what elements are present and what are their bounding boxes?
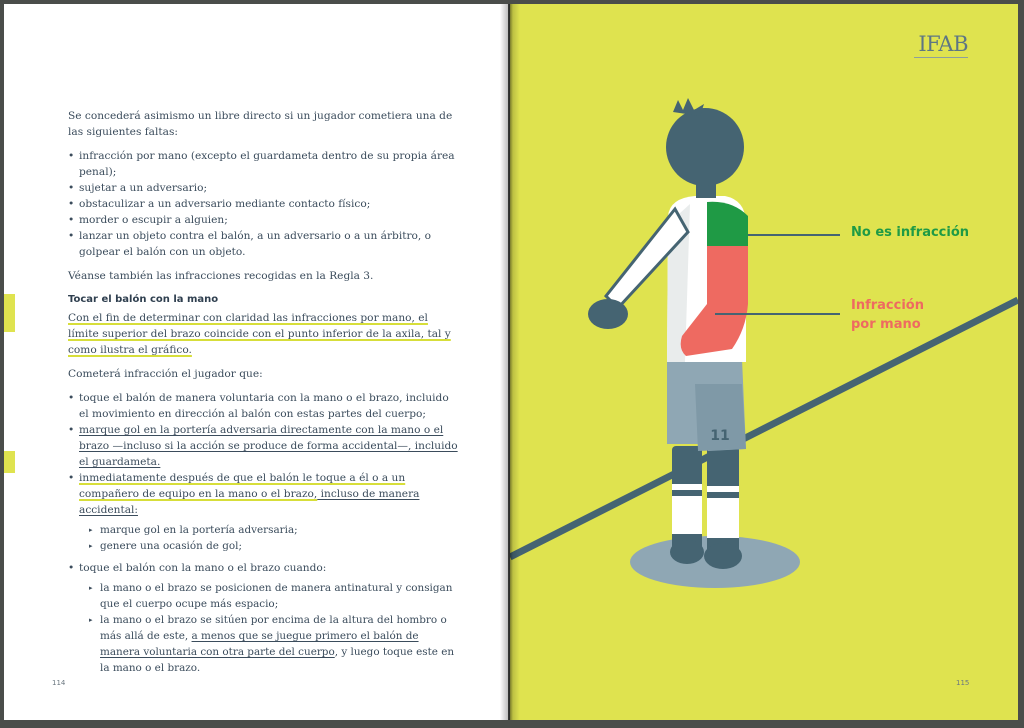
label-offence-line2: por mano (851, 317, 921, 332)
page-number-left: 114 (52, 679, 66, 687)
highlighted-text: Con el fin de determinar con claridad las infracciones por mano, el límite superior del brazo coincide con el punto inferior de la axila, tal y como ilustra el gráfico. (68, 312, 451, 356)
ifab-logo: IFAB (918, 32, 968, 56)
label-no-offence: No es infracción (851, 225, 970, 240)
highlighted-text: inmediatamente después de que el balón le toque a él o a un compañero de equipo en la mano o el brazo, (79, 472, 406, 500)
offence-item (68, 422, 458, 470)
label-offence (851, 296, 924, 334)
left-page (4, 4, 508, 720)
pitch-line (510, 300, 1018, 557)
underlined-text: incluso de manera accidental: (79, 488, 420, 516)
sub-list (89, 522, 458, 554)
handball-illustration (510, 4, 1018, 720)
sub-item: ▸ marque gol en la portería adversaria; (89, 522, 458, 538)
highlight-margin-marker (4, 294, 15, 332)
offence-intro: Cometerá infracción el jugador que: (68, 368, 263, 380)
foul-item: • infracción por mano (excepto el guardameta dentro de su propia área penal); (68, 148, 458, 180)
offence-item-text: toque el balón con la mano o el brazo cuando: (79, 562, 327, 574)
foul-item: • obstaculizar a un adversario mediante contacto físico; (68, 196, 458, 212)
sock-stripe (707, 492, 739, 498)
sub-item-text: , y luego toque este en la mano o el brazo. (100, 646, 455, 674)
foul-item: • morder o escupir a alguien; (68, 212, 458, 228)
right-page (510, 4, 1018, 720)
sock-stripe (672, 490, 702, 496)
head (666, 108, 744, 186)
left-boot (670, 540, 704, 564)
see-also-paragraph: Véanse también las infracciones recogidas en la Regla 3. (68, 270, 374, 282)
hair (673, 98, 704, 116)
highlight-margin-marker (4, 451, 15, 473)
right-boot (704, 543, 742, 569)
offence-item (68, 470, 458, 554)
sub-item-text: la mano o el brazo se sitúen por encima de la altura del hombro o más allá de este, (100, 614, 447, 642)
jersey-number: 11 (710, 428, 730, 444)
offence-item (68, 560, 458, 676)
sub-list (89, 580, 458, 676)
underlined-text: a menos que se juegue primero el balón de manera voluntaria con otra parte del cuerpo (100, 630, 419, 658)
sub-item: ▸ genere una ocasión de gol; (89, 538, 458, 554)
offences-list (68, 390, 458, 676)
law-text-column (68, 108, 458, 684)
section-body (68, 310, 458, 358)
foul-item: • lanzar un objeto contra el balón, a un adversario o a un árbitro, o golpear el balón con un objeto. (68, 228, 458, 260)
offence-item: • toque el balón de manera voluntaria con la mano o el brazo, incluido el movimiento en dirección al balón con estas partes del cuerpo; (68, 390, 458, 422)
fouls-list (68, 148, 458, 260)
underlined-text: marque gol en la portería adversaria directamente con la mano o el brazo —incluso si la acción se produce de forma accidental—, incluido el guardameta. (79, 424, 458, 468)
intro-paragraph: Se concederá asimismo un libre directo si un jugador cometiera una de las siguientes faltas: (68, 110, 453, 138)
left-hand (588, 299, 628, 329)
sub-item (89, 612, 458, 676)
foul-item: • sujetar a un adversario; (68, 180, 458, 196)
page-number-right: 115 (956, 679, 970, 687)
section-title: Tocar el balón con la mano (68, 294, 219, 305)
label-offence-line1: Infracción (851, 298, 924, 313)
sub-item: ▸ la mano o el brazo se posicionen de manera antinatural y consigan que el cuerpo ocupe más espacio; (89, 580, 458, 612)
